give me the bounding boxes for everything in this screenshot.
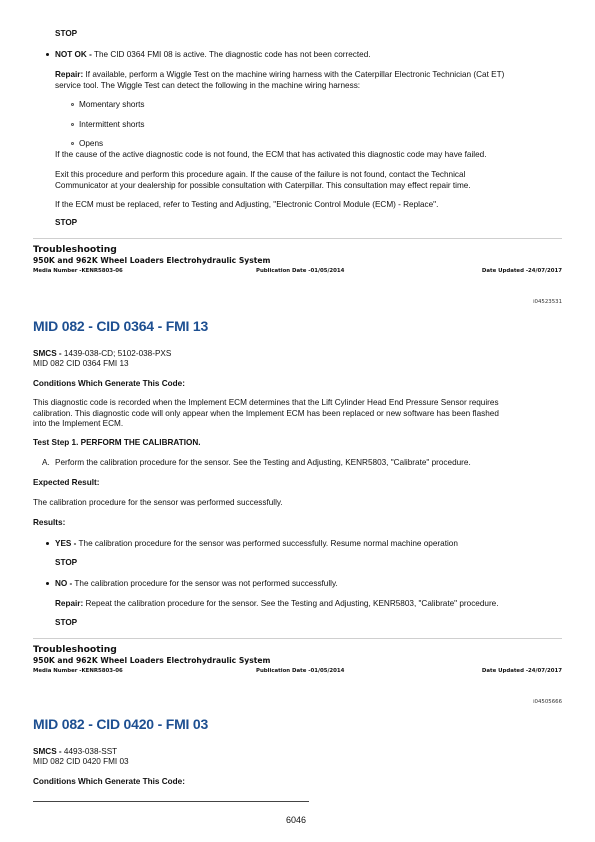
repair-label: Repair:	[55, 599, 84, 608]
divider	[33, 238, 562, 239]
date-updated: Date Updated -24/07/2017	[481, 268, 562, 274]
paragraph: If the ECM must be replaced, refer to Testing and Adjusting, "Electronic Control Module (ECM) - Replace".	[55, 200, 439, 209]
doc-id: i04505666	[533, 699, 562, 705]
repair-line	[55, 69, 504, 80]
paragraph: Communicator at your dealership for possible consultation with Caterpillar. This consultation may effect repair time.	[55, 181, 471, 190]
paragraph: into the Implement ECM.	[33, 419, 124, 428]
smcs-value: 4493-038-SST	[61, 747, 118, 756]
expected-text: The calibration procedure for the sensor was performed successfully.	[33, 498, 283, 507]
results-heading: Results:	[33, 518, 66, 527]
no-text: The calibration procedure for the sensor was not performed successfully.	[72, 579, 338, 588]
doc-id: i04523531	[533, 299, 562, 305]
doc-title: Troubleshooting	[33, 244, 117, 255]
bullet-icon	[46, 542, 49, 545]
paragraph: calibration. This diagnostic code will only appear when the Implement ECM has been replaced or new software has been flashed	[33, 409, 499, 418]
sub-item: Momentary shorts	[79, 100, 145, 109]
section-title: MID 082 - CID 0420 - FMI 03	[33, 716, 209, 732]
repair-line	[55, 598, 499, 609]
smcs-label: SMCS -	[33, 747, 62, 756]
smcs-label: SMCS -	[33, 349, 62, 358]
stop-label: STOP	[55, 218, 78, 227]
code-line: MID 082 CID 0364 FMI 13	[33, 359, 129, 368]
step-text: Perform the calibration procedure for the sensor. See the Testing and Adjusting, KENR5803, "Calibrate" procedure.	[55, 458, 471, 467]
bullet-icon	[46, 582, 49, 585]
yes-line	[55, 538, 458, 549]
divider	[33, 638, 562, 639]
stop-label: STOP	[55, 558, 78, 567]
circle-bullet-icon	[71, 142, 74, 145]
date-updated: Date Updated -24/07/2017	[481, 668, 562, 674]
paragraph: Exit this procedure and perform this procedure again. If the cause of the failure is not found, contact the Technical	[55, 170, 466, 179]
repair-text: If available, perform a Wiggle Test on the machine wiring harness with the Caterpillar Electronic Technician (Cat ET)	[83, 70, 505, 79]
sub-item: Opens	[79, 139, 104, 148]
step-letter: A.	[42, 458, 50, 467]
doc-subtitle: 950K and 962K Wheel Loaders Electrohydraulic System	[33, 656, 271, 665]
stop-label: STOP	[55, 618, 78, 627]
doc-subtitle: 950K and 962K Wheel Loaders Electrohydraulic System	[33, 256, 271, 265]
doc-title: Troubleshooting	[33, 644, 117, 655]
yes-text: The calibration procedure for the sensor was performed successfully. Resume normal machine operation	[76, 539, 458, 548]
stop-label: STOP	[55, 29, 78, 38]
footer-rule	[33, 801, 309, 802]
paragraph: If the cause of the active diagnostic code is not found, the ECM that has activated this diagnostic code may have failed.	[55, 150, 487, 159]
repair-text-cont: service tool. The Wiggle Test can detect the following in the machine wiring harness:	[55, 81, 361, 90]
smcs-value: 1439-038-CD; 5102-038-PXS	[61, 349, 172, 358]
not-ok-text: The CID 0364 FMI 08 is active. The diagnostic code has not been corrected.	[91, 50, 371, 59]
not-ok-line	[55, 49, 371, 60]
step-heading: Test Step 1. PERFORM THE CALIBRATION.	[33, 438, 201, 447]
conditions-heading: Conditions Which Generate This Code:	[33, 379, 185, 388]
code-line: MID 082 CID 0420 FMI 03	[33, 757, 129, 766]
publication-date: Publication Date -01/05/2014	[256, 668, 345, 674]
sub-item: Intermittent shorts	[79, 120, 145, 129]
repair-label: Repair:	[55, 70, 84, 79]
no-line	[55, 578, 338, 589]
circle-bullet-icon	[71, 123, 74, 126]
yes-label: YES -	[55, 539, 77, 548]
publication-date: Publication Date -01/05/2014	[256, 268, 345, 274]
paragraph: This diagnostic code is recorded when the Implement ECM determines that the Lift Cylinder Head End Pressure Sensor requires	[33, 398, 499, 407]
section-title: MID 082 - CID 0364 - FMI 13	[33, 318, 209, 334]
circle-bullet-icon	[71, 103, 74, 106]
not-ok-label: NOT OK -	[55, 50, 92, 59]
expected-heading: Expected Result:	[33, 478, 100, 487]
repair-text: Repeat the calibration procedure for the sensor. See the Testing and Adjusting, KENR5803, "Calibrate" procedure.	[83, 599, 499, 608]
no-label: NO -	[55, 579, 73, 588]
media-number: Media Number -KENR5803-06	[33, 668, 123, 674]
bullet-icon	[46, 53, 49, 56]
media-number: Media Number -KENR5803-06	[33, 268, 123, 274]
conditions-heading: Conditions Which Generate This Code:	[33, 777, 185, 786]
page-number: 6046	[286, 815, 307, 825]
